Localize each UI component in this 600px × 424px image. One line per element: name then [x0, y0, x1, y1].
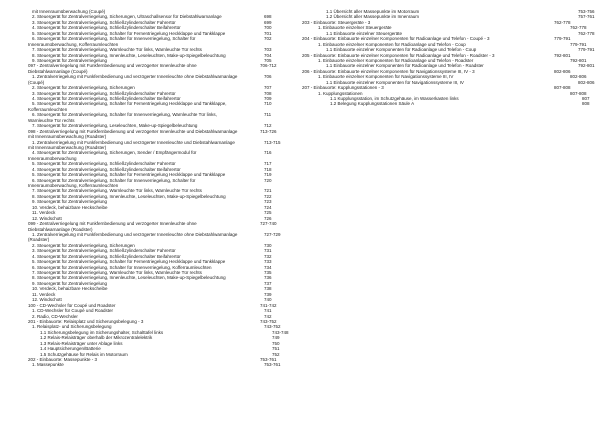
toc-entry-page: 705 [264, 57, 272, 63]
toc-entry-title: 1.2 Relais-Relaisträger oberhalb der Mikrozentralelektrik [40, 335, 153, 341]
toc-entry-title: 1.1 Einbauorte einzelner Komponenten für Navigationssysteme III, IV [326, 79, 464, 85]
toc-entry-title: 4. Steuergerät für Zentralverriegelung, Schließzylinderschalter Beifahrertür [32, 96, 181, 101]
toc-entry-title: 206 - Einbauorte: Einbauorte einzelner Komponenten für Navigationssysteme III, IV - 3 [302, 68, 475, 74]
toc-entry-title: 1.1 Einbauorte einzelner Steuergeräte [326, 30, 403, 36]
toc-entry-title: 10. Verdeck, behaizbare Heckscheibe [32, 286, 108, 292]
toc-entry-page: 751 [272, 346, 280, 352]
toc-entry-title: 11. Verdeck [32, 291, 56, 297]
toc-entry-title: 1. Einbauorte einzelner Komponenten für Radioanlage und Telefon - Coup [318, 41, 466, 47]
toc-entry-page: 742 [264, 313, 272, 319]
toc-entry-page: 779-791 [570, 41, 587, 47]
toc-entry-page: 802-806 [554, 68, 571, 74]
toc-entry-page: 716 [264, 150, 272, 156]
toc-entry-page: 749 [272, 335, 280, 341]
toc-entry-title: 6. Steuergerät für Zentralverriegelung, Schalter für Innenverriegelung, Schalter für [32, 36, 196, 42]
toc-entry-title: 6. Steuergerät für Zentralverriegelung, Schalter für Innenverriegelung, Warnleuchte Tür links, [32, 112, 217, 118]
toc-entry-page: 738 [264, 286, 272, 292]
toc-entry-page: 753-761 [260, 357, 277, 362]
toc-entry-page: 707 [264, 85, 272, 91]
toc-entry-title: 7. Steuergerät für Zentralverriegelung, Leseleuchten, Make-up-Spiegelbeleuchtung [32, 123, 198, 129]
toc-entry-page: 779-791 [554, 36, 571, 42]
toc-entry-page: 736 [264, 275, 272, 281]
toc-entry-title: 1.5 Schutzgehäuse für Relais im Motorraum [40, 351, 128, 357]
toc-column-left [28, 9, 291, 368]
toc-entry-page: 703 [264, 47, 272, 53]
toc-entry-title: 5. Steuergerät für Zentralverriegelung, Schalter für Fernentriegelung Heckklappe und Tankklappe [32, 259, 226, 265]
toc-entry-title: 4. Steuergerät für Zentralverriegelung, Sicherungen, Sender / Empfängermodul für [32, 150, 197, 156]
toc-entry-page: 700 [264, 25, 272, 31]
toc-entry-page: 708 [264, 90, 272, 96]
toc-entry-title: 100 - CD-Wechsler für Coupé und Roadster [28, 302, 116, 308]
toc-entry-title: 7. Steuergerät für Zentralverriegelung, Warnleuchte Tür links, Warnleuchte Tür rechts [32, 47, 202, 53]
toc-entry-title: 1. Einbauorte einzelner Steuergeräte [318, 25, 392, 31]
toc-entry [302, 101, 590, 107]
toc-entry-page: 727-740 [260, 221, 277, 227]
toc-entry-page: 702 [264, 36, 272, 42]
toc-entry-title: 8. Steuergerät für Zentralverriegelung, Innenleuchte, Leseleuchten, Make-up-Spiegelbeleuchtung [32, 193, 226, 199]
toc-entry-title: 201 - Einbauorte: Relaisplatz und Sicherungsbelegung - 3 [28, 318, 144, 324]
toc-entry-title: 1.3 Relais-Relaisträger unter Ablage links [40, 340, 123, 346]
toc-entry-title: 5. Steuergerät für Zentralverriegelung, Schalter für Fernentriegelung Heckklappe und Tankklappe [32, 172, 226, 178]
toc-entry-title: 2. Steuergerät für Zentralverriegelung, Sicherungen [32, 242, 135, 248]
toc-entry-page: 719 [264, 172, 272, 178]
toc-entry-page: 807 [582, 96, 590, 101]
toc-entry-page: 725 [264, 210, 272, 216]
toc-entry-title: 12. Windschott [32, 215, 62, 221]
toc-entry-title: 7. Steuergerät für Zentralverriegelung, Warnleuchte Tür links, Warnleuchte Tür rechts [32, 270, 202, 275]
toc-column-right [302, 9, 595, 107]
toc-entry-page: 762-778 [554, 19, 571, 25]
toc-entry-page: 808 [582, 101, 590, 107]
toc-entry-title: 203 - Einbauorte: Steuergeräte - 3 [302, 19, 371, 25]
toc-entry-title: mit Innenraumüberwachung (Roadster) [28, 134, 107, 140]
toc-entry-page: 802-806 [578, 79, 595, 85]
toc-entry-title: Warnleuchte Tür rechts [28, 117, 75, 123]
toc-entry-page: 743-752 [260, 318, 277, 324]
toc-entry-title: 204 - Einbauorte: Einbauorte einzelner Komponenten für Radioanlage und Telefon - Coupé - 3 [302, 36, 490, 42]
toc-entry-page: 752 [272, 351, 280, 357]
toc-entry-title: 9. Steuergerät für Zentralverriegelung [32, 57, 108, 63]
toc-entry-page: 737 [264, 280, 272, 286]
toc-entry-title: 1. Kupplungsstationen [318, 90, 363, 96]
toc-entry-title: 1. Einbauorte einzelner Komponenten für Radioanlage und Telefon - Roadster [318, 57, 474, 63]
toc-entry-title: 1.2 Belegung Kupplungsstationen Säule A [330, 101, 415, 107]
toc-entry-page: 712 [264, 123, 272, 129]
toc-entry-title: 8. Steuergerät für Zentralverriegelung, Innenleuchte, Leseleuchten, Make-up-Spiegelbeleuchtung [32, 52, 226, 58]
toc-entry-title: 099 - Zentralverriegelung mit Funkfernbedienung und verzögerter Innenleuchte ohne [28, 221, 197, 227]
toc-entry-page: 733 [264, 259, 272, 265]
toc-entry-page: 731 [264, 248, 272, 254]
toc-entry-page: 734 [264, 264, 272, 270]
toc-entry-title: 097 - Zentralverriegelung mit Funkfernbedienung und verzögerter Innenleuchte ohne [28, 63, 197, 69]
toc-entry-page: 762-778 [578, 30, 595, 36]
toc-entry-page: 792-801 [578, 63, 595, 69]
toc-entry-page: 743-752 [264, 324, 281, 330]
toc-entry-title: 1.1 Einbauorte einzelner Komponenten für Radioanlage und Telefon - Roadster [326, 63, 484, 69]
toc-entry-page: 732 [264, 253, 272, 259]
toc-entry-title: 1. Zentralverriegelung mit Funkfernbedienung und verzögerter Innenleuchte und Diebstahlwarnanlage [32, 139, 235, 145]
toc-entry-title: 1.1 Sicherungsbelegung im Sicherungshalter, Schalttafel links [40, 329, 164, 335]
toc-entry-title: 3. Steuergerät für Zentralverriegelung, Schließzylinderschalter Fahrertür [32, 19, 176, 25]
toc-entry-title: 2. Steuergerät für Zentralverriegelung, Sicherungen [32, 85, 135, 91]
toc-entry-page: 721 [264, 188, 272, 194]
toc-entry-page: 807-808 [570, 90, 587, 96]
toc-entry-title: 1. CD-Wechsler für Coupé und Roadster [32, 308, 113, 314]
toc-entry-page: 757-761 [578, 14, 595, 20]
toc-entry-page: 741-742 [260, 302, 277, 308]
toc-entry-page: 727-729 [264, 231, 281, 237]
toc-entry-title: 5. Steuergerät für Zentralverriegelung, Schalter für Fernentriegelung Heckklappe und Tankklappe, [32, 101, 227, 107]
toc-entry-title: (Roadster) [28, 237, 50, 243]
toc-entry-title: 4. Steuergerät für Zentralverriegelung, Schließzylinderschalter Beifahrertür [32, 25, 181, 31]
toc-entry-title: 5. Steuergerät für Zentralverriegelung, Schalter für Fernentriegelung Heckklappe und Tankklappe [32, 30, 226, 36]
toc-entry-page: 706-712 [260, 63, 277, 69]
toc-entry-page: 753-756 [578, 9, 595, 14]
toc-entry-page: 739 [264, 291, 272, 297]
toc-entry-title: mit Innenraumüberwachung (Roadster) [28, 144, 107, 150]
toc-entry-page: 740 [264, 297, 272, 303]
toc-entry-page: 713-726 [260, 128, 277, 134]
toc-entry-page: 704 [264, 52, 272, 58]
toc-entry-page: 722 [264, 193, 272, 199]
toc-entry-page: 741 [264, 308, 272, 314]
toc-entry-title: 6. Steuergerät für Zentralverriegelung, Schalter für Innenverriegelung, Kofferraumleuchten [32, 264, 212, 270]
toc-entry-title: 3. Steuergerät für Zentralverriegelung, Schließzylinderschalter Fahrertür [32, 90, 176, 96]
toc-entry-page: 711 [264, 112, 272, 118]
toc-entry-page: 779-791 [578, 47, 595, 53]
toc-entry-title: 10. Verdeck, behaizbare Heckscheibe [32, 204, 108, 210]
toc-entry-page: 792-801 [554, 52, 571, 58]
toc-entry-page: 706 [264, 74, 272, 80]
toc-entry-title: 098 - Zentralverriegelung mit Funkfernbedienung und verzögerter Innenleuchte und Diebstahlwarnanlage [28, 128, 238, 134]
toc-entry-page: 723 [264, 199, 272, 205]
toc-entry-page: 792-801 [570, 57, 587, 63]
toc-entry-title: Diebstahlwarnanlage (Roadster) [28, 226, 93, 232]
toc-entry-page: 743-748 [272, 329, 289, 335]
toc-entry-page: 720 [264, 177, 272, 183]
toc-entry-page: 726 [264, 215, 272, 221]
toc-entry-title: 9. Steuergerät für Zentralverriegelung [32, 280, 108, 286]
toc-entry-title: Innenraumüberwachung [28, 155, 77, 161]
toc-entry-title: 207 - Einbauorte: Kupplungsstationen - 3 [302, 85, 384, 91]
toc-entry-title: Diebstahlwarnanlage (Coupé) [28, 68, 88, 74]
toc-entry-title: 4. Steuergerät für Zentralverriegelung, Schließzylinderschalter Beifahrertür [32, 166, 181, 172]
toc-entry-page: 802-806 [570, 74, 587, 80]
toc-entry-page: 698 [264, 14, 272, 20]
toc-entry-title: 1.1 Einbauorte einzelner Komponenten für Radioanlage und Telefon - Coup [326, 47, 477, 53]
toc-entry-page: 753-761 [264, 362, 281, 368]
toc-entry-title: 205 - Einbauorte: Einbauorte einzelner Komponenten für Radioanlage und Telefon - Roadster - 3 [302, 52, 495, 58]
toc-entry [28, 362, 291, 367]
toc-entry-page: 724 [264, 204, 272, 210]
toc-entry-title: 1. Zentralverriegelung mit Funkfernbedienung und verzögerter Innenleuchte ohne Diebstahlwarnanlage [32, 74, 238, 80]
toc-entry-title: (Coupé) [28, 79, 45, 85]
toc-entry-title: 1.1 Übersicht aller Massepunkte im Motorraum [326, 9, 420, 14]
toc-entry-page: 699 [264, 19, 272, 25]
toc-entry-title: 5. Steuergerät für Zentralverriegelung, Schließzylinderschalter Fahrertür [32, 161, 176, 167]
toc-entry-page: 717 [264, 161, 272, 167]
toc-entry-title: 12. Windschott [32, 297, 62, 303]
toc-entry-page: 718 [264, 166, 272, 172]
toc-entry-title: 1.1 Kupplungsstation, im Schutzgehäuse, im Wasserkasten links [330, 96, 459, 101]
toc-entry-page: 730 [264, 242, 272, 248]
toc-entry-title: 8. Steuergerät für Zentralverriegelung, Innenleuchte, Leseleuchten, Make-up-Spiegelbeleuchtung [32, 275, 226, 281]
toc-entry-title: 202 - Einbauorte: Massepunkte - 3 [28, 357, 98, 362]
toc-entry-title: Kofferraumleuchten [28, 106, 68, 112]
toc-entry-title: 1. Einbauorte einzelner Komponenten für Navigationssysteme III, IV [318, 74, 454, 80]
toc-entry-page: 701 [264, 30, 272, 36]
toc-entry-title: 1. Zentralverriegelung mit Funkfernbedienung und verzögerter Innenleuchte ohne Diebstahlwarnanlage [32, 231, 238, 237]
toc-entry-title: 2. Radio, CD-Wechsler [32, 313, 78, 319]
toc-entry-title: mit Innenraumüberwachung (Coupé) [32, 9, 106, 14]
toc-entry-page: 709 [264, 96, 272, 101]
toc-entry-title: 7. Steuergerät für Zentralverriegelung, Warnleuchte Tür links, Warnleuchte Tür rechts [32, 188, 202, 194]
toc-entry-page: 762-778 [570, 25, 587, 31]
toc-entry-page: 713-715 [264, 139, 281, 145]
toc-entry-title: 2. Steuergerät für Zentralverriegelung, Sicherungen, Ultraschallsensor für Diebstahlwarnanlage [32, 14, 222, 20]
toc-entry-page: 750 [272, 340, 280, 346]
toc-entry-title: Innenraumüberwachung, Kofferraumleuchten [28, 41, 119, 47]
toc-entry-title: 6. Steuergerät für Zentralverriegelung, Schalter für Innenverriegelung, Schalter für [32, 177, 196, 183]
toc-entry-page: 735 [264, 270, 272, 275]
toc-entry-title: 1.2 Übersicht aller Massepunkte im Innenraum [326, 14, 420, 20]
toc-entry-title: 3. Steuergerät für Zentralverriegelung, Schließzylinderschalter Fahrertür [32, 248, 176, 254]
toc-entry-title: 4. Steuergerät für Zentralverriegelung, Schließzylinderschalter Beifahrertür [32, 253, 181, 259]
toc-entry-title: 1.4 Hauptsicherungen/Batterie [40, 346, 101, 352]
toc-entry-page: 710 [264, 101, 272, 107]
toc-entry-title: 1. Massepunkte [32, 362, 64, 368]
toc-entry-title: Innenraumüberwachung, Kofferraumleuchten [28, 183, 119, 188]
toc-entry-page: 807-808 [554, 85, 571, 91]
toc-entry-title: 1. Relaisplatz- und Sicherungsbelegung [32, 324, 112, 330]
toc-entry-title: 11. Verdeck [32, 210, 56, 216]
toc-entry-title: 9. Steuergerät für Zentralverriegelung [32, 199, 108, 205]
